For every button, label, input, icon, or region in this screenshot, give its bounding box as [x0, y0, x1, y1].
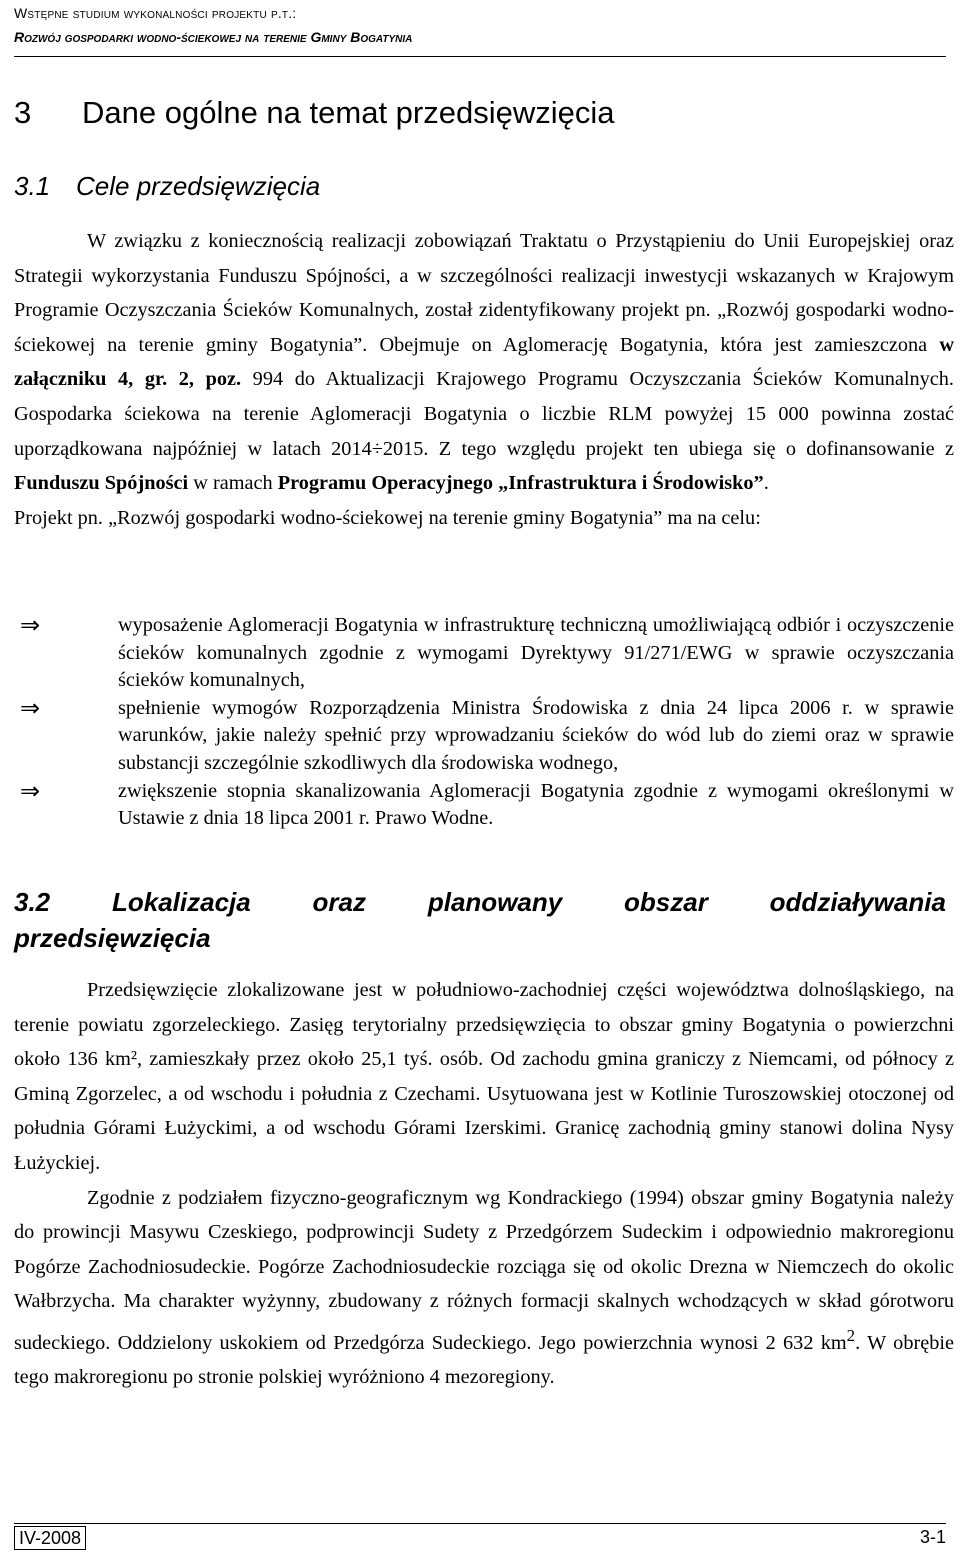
paragraph-text: . W obrębie tego makroregionu po stronie polskiej wyróżniono 4 mezoregiony. [14, 1331, 954, 1389]
fund-name: Funduszu Spójności [14, 472, 189, 495]
paragraph-text: W związku z koniecznością realizacji zobowiązań Traktatu o Przystąpieniu do Unii Europejskiej oraz Strategii wykorzystania Funduszu Spójności, a w szczególności realizacji inwestycji wskazanych w Krajowym Programie Oczyszczania Ścieków Komunalnych, został zidentyfikowany projekt pn. „Rozwój gospodarki wodno-ściekowej na terenie gminy Bogatynia”. Obejmuje on Aglomerację Bogatynia, która jest zamieszczona [14, 230, 954, 356]
footer-date: IV-2008 [14, 1526, 86, 1550]
paragraph-goals-intro [14, 224, 954, 501]
chapter-heading [14, 93, 614, 133]
program-name: Programu Operacyjnego „Infrastruktura i Środowisko” [277, 472, 764, 495]
header-study-title: Wstępne studium wykonalności projektu p.t.: [14, 5, 297, 21]
section-3-1-title: Cele przedsięwzięcia [76, 171, 321, 201]
list-item-text: wyposażenie Aglomeracji Bogatynia w infrastrukturę techniczną umożliwiającą odbiór i oczyszczenie ścieków komunalnych zgodnie z wymogami Dyrektywy 91/271/EWG w sprawie oczyszczania ścieków komunalnych, [118, 614, 954, 692]
superscript: 2 [846, 1325, 856, 1345]
paragraph-geography [14, 1181, 954, 1395]
section-3-2-title-word: oddziaływania [769, 887, 946, 917]
header-project-title: Rozwój gospodarki wodno-ściekowej na terenie Gminy Bogatynia [14, 29, 413, 45]
double-arrow-icon: ⇒ [20, 693, 41, 722]
section-3-2-heading [14, 884, 946, 956]
page-number: 3-1 [919, 1527, 946, 1547]
paragraph-text: 994 do Aktualizacji Krajowego Programu Oczyszczania Ścieków Komunalnych. Gospodarka ściekowa na terenie Aglomeracji Bogatynia o liczbie RLM powyżej 15 000 powinna zostać uporządkowana najpóźniej w latach 2014÷2015. Z tego względu projekt ten ubiega się o dofinansowanie z [14, 368, 954, 460]
section-3-2-title-line2: przedsięwzięcia [14, 923, 211, 953]
list-item-text: zwiększenie stopnia skanalizowania Aglomeracji Bogatynia zgodnie z wymogami określonymi w Ustawie z dnia 18 lipca 2001 r. Prawo Wodne. [118, 779, 954, 830]
aims-list [14, 612, 954, 833]
section-3-1-body [14, 224, 954, 535]
chapter-number: 3 [14, 95, 32, 130]
paragraph-text: . [763, 472, 769, 495]
list-item-text: spełnienie wymogów Rozporządzenia Ministra Środowiska z dnia 24 lipca 2006 r. w sprawie warunków, jakie należy spełnić przy wprowadzaniu ścieków do wód lub do ziemi oraz w sprawie substancji szczególnie szkodliwych dla środowiska wodnego, [118, 696, 954, 774]
double-arrow-icon: ⇒ [20, 611, 41, 639]
list-item [14, 778, 954, 833]
section-3-1-number: 3.1 [14, 171, 51, 201]
list-item [14, 695, 954, 778]
section-3-2-title-word: obszar [624, 887, 708, 917]
running-header [14, 4, 946, 46]
section-3-2-number: 3.2 [14, 887, 51, 917]
paragraph-text: w ramach [188, 472, 278, 495]
chapter-title: Dane ogólne na temat przedsięwzięcia [82, 95, 615, 130]
header-divider [14, 56, 946, 57]
double-arrow-icon: ⇒ [20, 776, 41, 805]
section-3-1-heading [14, 168, 320, 204]
paragraph-location: Przedsięwzięcie zlokalizowane jest w południowo-zachodniej części województwa dolnośląskiego, na terenie powiatu zgorzeleckiego. Zasięg terytorialny przedsięwzięcia to obszar gminy Bogatynia o powierzchni około 136 km², zamieszkały przez około 25,1 tyś. osób. Od zachodu gmina graniczy z Niemcami, od północy z Gminą Zgorzelec, a od wschodu i południa z Czechami. Usytuowana jest w Kotlinie Turoszowskiej otoczonej od południa Górami Łużyckimi, a od wschodu Górami Izerskimi. Granicę zachodnią gminy stanowi dolina Nysy Łużyckiej. [14, 979, 954, 1174]
section-3-2-body [14, 973, 954, 1395]
annex-reference: w załączniku 4, gr. 2, poz. [14, 333, 954, 391]
paragraph-project-aims: Projekt pn. „Rozwój gospodarki wodno-ściekowej na terenie gminy Bogatynia” ma na celu: [14, 506, 761, 529]
paragraph-text: Zgodnie z podziałem fizyczno-geograficznym wg Kondrackiego (1994) obszar gminy Bogatynia należy do prowincji Masywu Czeskiego, podprowincji Sudety z Przedgórzem Sudeckim i odpowiednio makroregionu Pogórze Zachodniosudeckie. Pogórze Zachodniosudeckie rozciąga się od okolic Drezna w Niemczech do okolic Wałbrzycha. Ma charakter wyżynny, zbudowany z różnych formacji skalnych wchodzących w skład górotworu sudeckiego. Oddzielony uskokiem od Przedgórza Sudeckiego. Jego powierzchnia wynosi 2 632 km [14, 1186, 954, 1354]
section-3-2-title-word: oraz [312, 887, 367, 917]
section-3-2-title-word: planowany [427, 887, 563, 917]
section-3-2-title-word: Lokalizacja [111, 887, 251, 917]
footer-divider [14, 1523, 946, 1524]
list-item [14, 612, 954, 695]
